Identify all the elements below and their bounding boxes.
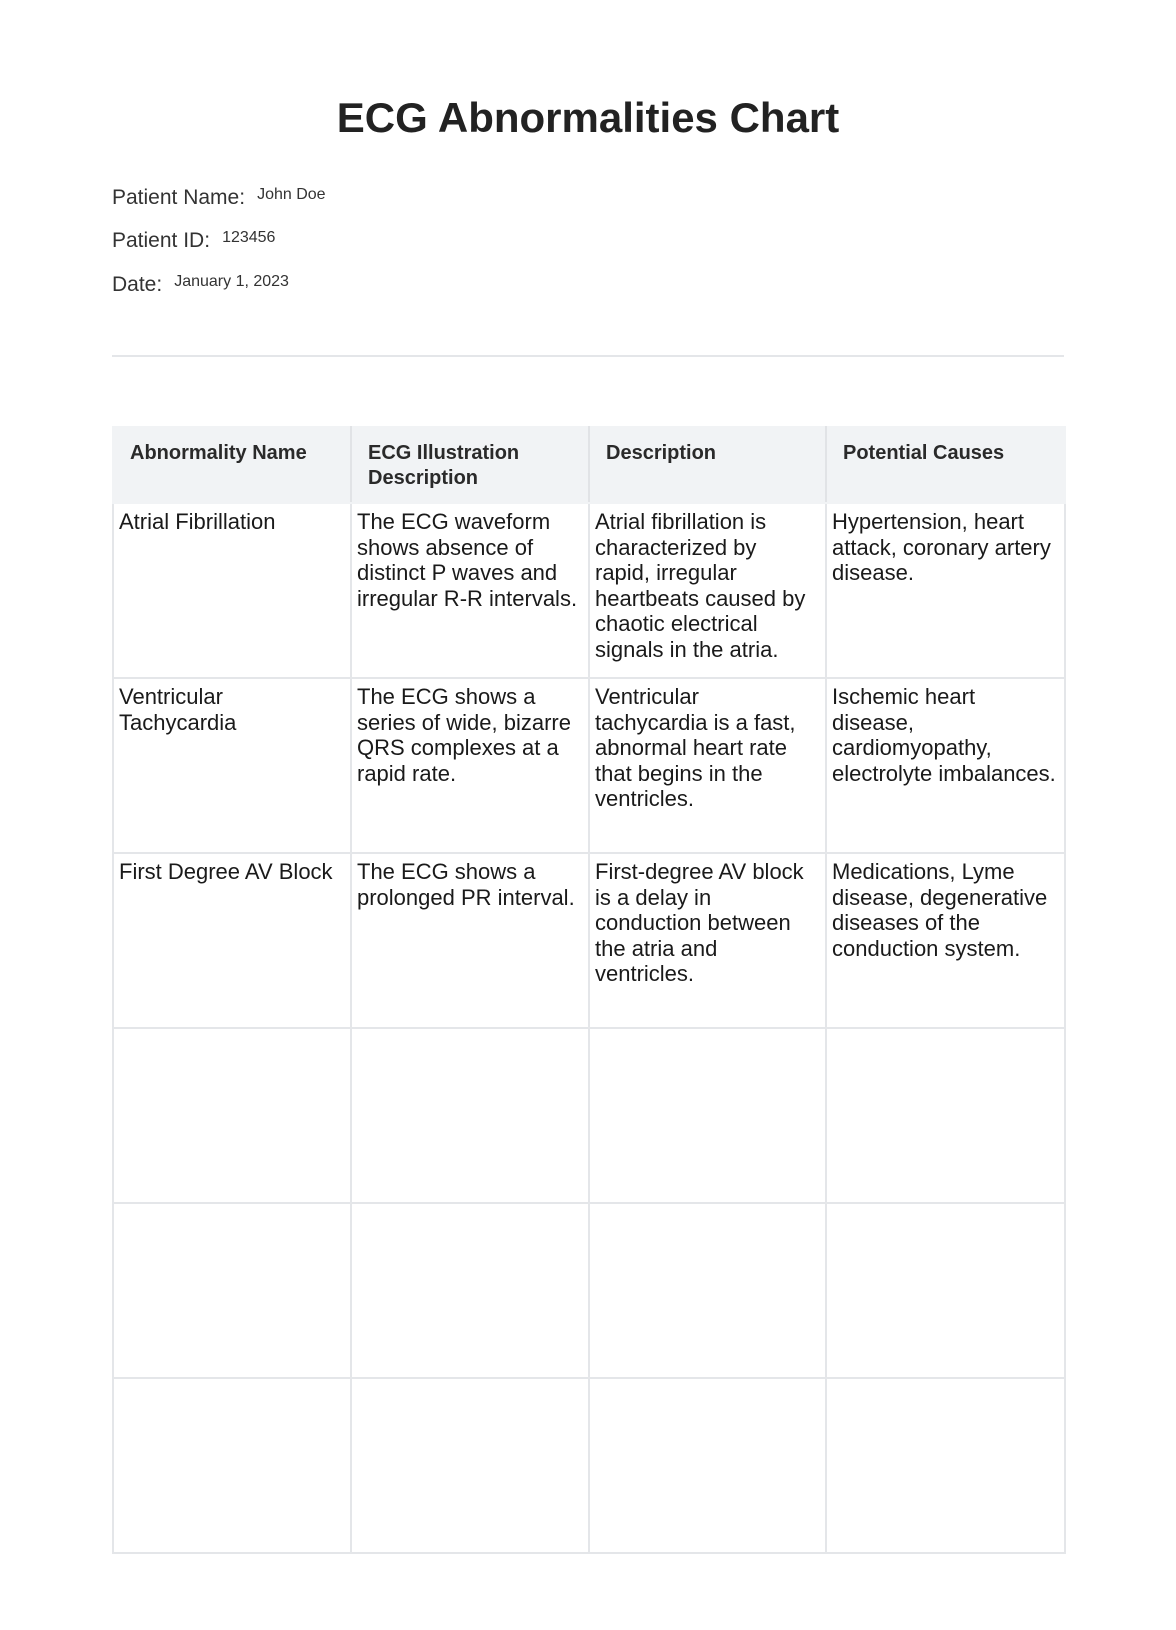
cell-ecg-illustration: The ECG shows a prolonged PR interval. bbox=[351, 853, 589, 1028]
cell-abnormality-name bbox=[113, 1378, 351, 1553]
header-description: Description bbox=[589, 427, 826, 503]
cell-abnormality-name: First Degree AV Block bbox=[113, 853, 351, 1028]
cell-ecg-illustration: The ECG waveform shows absence of distinct P waves and irregular R-R intervals. bbox=[351, 503, 589, 678]
cell-ecg-illustration bbox=[351, 1028, 589, 1203]
patient-name-row bbox=[112, 186, 326, 210]
table-row bbox=[113, 853, 1065, 1028]
cell-description bbox=[589, 1203, 826, 1378]
patient-name-label: Patient Name: bbox=[112, 186, 246, 209]
cell-abnormality-name bbox=[113, 1203, 351, 1378]
date-value: January 1, 2023 bbox=[174, 273, 289, 290]
table-header-row bbox=[113, 427, 1065, 503]
header-ecg-illustration-description: ECG Illustration Description bbox=[351, 427, 589, 503]
table-row-empty bbox=[113, 1028, 1065, 1203]
section-divider bbox=[112, 355, 1064, 357]
cell-potential-causes bbox=[826, 1203, 1065, 1378]
cell-ecg-illustration: The ECG shows a series of wide, bizarre QRS complexes at a rapid rate. bbox=[351, 678, 589, 853]
cell-potential-causes: Hypertension, heart attack, coronary artery disease. bbox=[826, 503, 1065, 678]
cell-potential-causes: Ischemic heart disease, cardiomyopathy, electrolyte imbalances. bbox=[826, 678, 1065, 853]
patient-id-row bbox=[112, 229, 275, 253]
cell-ecg-illustration bbox=[351, 1203, 589, 1378]
cell-description: Ventricular tachycardia is a fast, abnormal heart rate that begins in the ventricles. bbox=[589, 678, 826, 853]
page-title: ECG Abnormalities Chart bbox=[336, 94, 840, 141]
cell-description: First-degree AV block is a delay in conduction between the atria and ventricles. bbox=[589, 853, 826, 1028]
cell-description bbox=[589, 1378, 826, 1553]
date-row bbox=[112, 273, 289, 297]
cell-description bbox=[589, 1028, 826, 1203]
cell-potential-causes bbox=[826, 1378, 1065, 1553]
date-label: Date: bbox=[112, 273, 163, 296]
cell-ecg-illustration bbox=[351, 1378, 589, 1553]
cell-abnormality-name: Atrial Fibrillation bbox=[113, 503, 351, 678]
table-row bbox=[113, 503, 1065, 678]
header-potential-causes: Potential Causes bbox=[826, 427, 1065, 503]
abnormalities-table bbox=[112, 426, 1066, 1554]
table-row-empty bbox=[113, 1203, 1065, 1378]
patient-id-value: 123456 bbox=[222, 229, 276, 246]
table-row bbox=[113, 678, 1065, 853]
patient-name-value: John Doe bbox=[257, 186, 326, 203]
cell-potential-causes: Medications, Lyme disease, degenerative diseases of the conduction system. bbox=[826, 853, 1065, 1028]
table-row-empty bbox=[113, 1378, 1065, 1553]
cell-abnormality-name: Ventricular Tachycardia bbox=[113, 678, 351, 853]
patient-id-label: Patient ID: bbox=[112, 229, 211, 252]
cell-potential-causes bbox=[826, 1028, 1065, 1203]
header-abnormality-name: Abnormality Name bbox=[113, 427, 351, 503]
cell-description: Atrial fibrillation is characterized by rapid, irregular heartbeats caused by chaotic electrical signals in the atria. bbox=[589, 503, 826, 678]
cell-abnormality-name bbox=[113, 1028, 351, 1203]
